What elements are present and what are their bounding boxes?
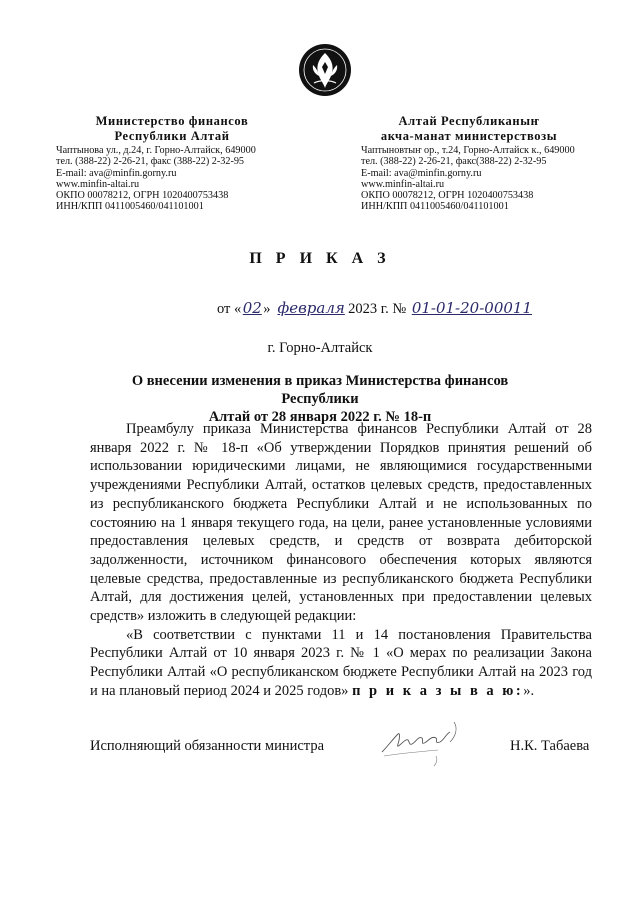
- body-paragraph-2: [90, 626, 592, 701]
- website-line: www.minfin-altai.ru: [56, 178, 140, 190]
- order-directive: п р и к а з ы в а ю:: [352, 682, 524, 699]
- order-subject: [120, 372, 520, 426]
- address-line: Чаптынова ул., д.24, г. Горно-Алтайск, 649000: [56, 145, 256, 156]
- ministry-name-line2: акча-манат министерствозы: [380, 129, 558, 143]
- ministry-name-altai: [360, 114, 578, 144]
- phone-line: тел. (388-22) 2-26-21, факс (388-22) 2-32-95: [56, 156, 245, 168]
- address-line: Чаптыновтыҥ ор., т.24, Горно-Алтайск к., 649000: [361, 145, 575, 156]
- handwritten-signature: [376, 712, 462, 768]
- ministry-name-line2: Республики Алтай: [114, 129, 230, 143]
- subject-line1: О внесении изменения в приказ Министерства финансов Республики: [131, 373, 509, 407]
- signatory-role: Исполняющий обязанности министра: [90, 738, 325, 754]
- date-prefix: от «: [217, 301, 242, 317]
- order-date-line: [217, 299, 532, 318]
- paragraph-2-text: «В соответствии с пунктами 11 и 14 постановления Правительства Республики Алтай от 10 января 2023 г. № 1 «О мерах по реализации Закона Республики Алтай «О республиканском бюджете Республики Алтай на 2023 год и на плановый период 2024 и 2025 годов»: [90, 626, 592, 699]
- paragraph-2-end: ».: [523, 682, 535, 699]
- body-paragraph-1: Преамбулу приказа Министерства финансов Республики Алтай от 28 января 2022 г. № 18-п «Об утверждении Порядков принятия решений об использовании юридическими лицами, не являющимися государственными учреждениями Республики Алтай, остатков целевых средств, предоставленных из республиканского бюджета Республики Алтай и не использованных по состоянию на 1 января текущего года, на цели, ранее установленные условиями предоставления целевых средств, и средств от возврата дебиторской задолженности, источником финансового обеспечения которых являются целевые средства, предоставленные из республиканского бюджета Республики Алтай, для достижения целей, установленных при предоставлении целевых средств» изложить в следующей редакции:: [90, 421, 592, 625]
- coat-of-arms-emblem: [298, 43, 352, 97]
- phone-line: тел. (388-22) 2-26-21, факс(388-22) 2-32-95: [361, 156, 547, 168]
- order-title: П Р И К А З: [249, 250, 391, 267]
- ministry-contacts-russian: [56, 145, 256, 213]
- website-line: www.minfin-altai.ru: [361, 178, 445, 190]
- okpo-line: ОКПО 00078212, ОГРН 1020400753438: [361, 190, 534, 202]
- handwritten-order-number: 01-01-20-00011: [411, 299, 532, 317]
- okpo-line: ОКПО 00078212, ОГРН 1020400753438: [56, 190, 229, 202]
- order-city: г. Горно-Алтайск: [267, 340, 373, 356]
- email-line: E-mail: ava@minfin.gorny.ru: [56, 167, 177, 179]
- order-body: [90, 420, 592, 701]
- ministry-name-line1: Алтай Республиканыҥ: [398, 114, 540, 128]
- date-year: 2023 г. №: [348, 301, 407, 317]
- ministry-name-russian: [72, 114, 272, 144]
- handwritten-month: февраля: [277, 299, 345, 317]
- email-line: E-mail: ava@minfin.gorny.ru: [361, 167, 482, 179]
- inn-line: ИНН/КПП 0411005460/041101001: [56, 201, 204, 213]
- inn-line: ИНН/КПП 0411005460/041101001: [361, 201, 509, 213]
- handwritten-day: 02: [242, 299, 262, 317]
- subject-line2: Алтай от 28 января 2022 г. № 18-п: [208, 409, 432, 425]
- date-mid: »: [263, 301, 271, 317]
- ministry-name-line1: Министерство финансов: [95, 114, 249, 128]
- signatory-name: Н.К. Табаева: [510, 738, 590, 754]
- ministry-contacts-altai: [361, 145, 575, 213]
